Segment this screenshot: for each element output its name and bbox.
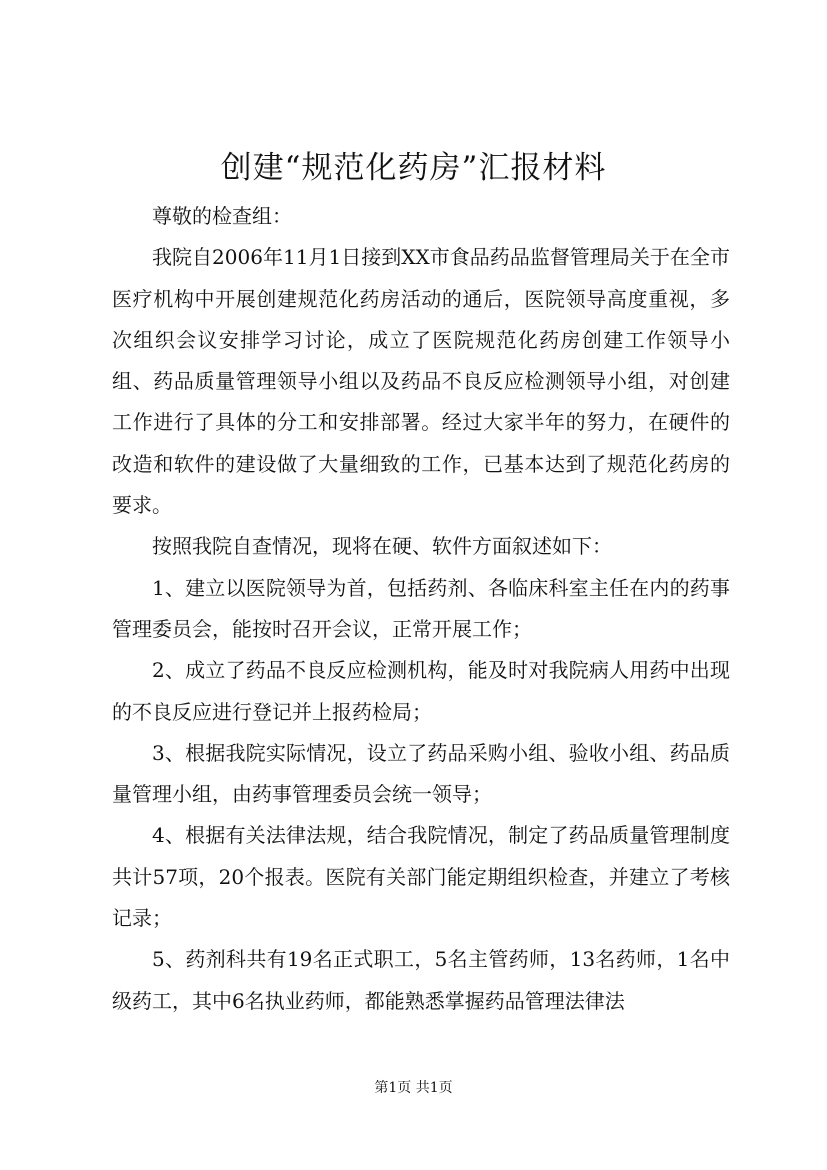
summary-paragraph: 按照我院自查情况，现将在硬、软件方面叙述如下： [152, 534, 612, 559]
item-paragraph-3: 3、根据我院实际情况，设立了药品采购小组、验收小组、药品质量管理小组，由药事管理委员会统一领导； [112, 740, 730, 807]
document-title: 创建“规范化药房”汇报材料 [220, 150, 607, 186]
document-body [112, 196, 730, 1022]
page-number: 第1页 共1页 [374, 1080, 453, 1096]
item-paragraph-5: 5、药剂科共有19名正式职工，5名主管药师，13名药师，1名中级药工，其中6名执业药师，都能熟悉掌握药品管理法律法 [112, 947, 730, 1013]
item-paragraph-4: 4、根据有关法律法规，结合我院情况，制定了药品质量管理制度共计57项，20个报表。医院有关部门能定期组织检查，并建立了考核记录； [112, 823, 730, 931]
item-paragraph-1: 1、建立以医院领导为首，包括药剂、各临床科室主任在内的药事管理委员会，能按时召开会议，正常开展工作； [112, 575, 730, 641]
intro-paragraph: 我院自2006年11月1日接到XX市食品药品监督管理局关于在全市医疗机构中开展创建规范化药房活动的通后，医院领导高度重视，多次组织会议安排学习讨论，成立了医院规范化药房创建工作领导小组、药品质量管理领导小组以及药品不良反应检测领导小组，对创建工作进行了具体的分工和安排部署。经过大家半年的努力，在硬件的改造和软件的建设做了大量细致的工作，已基本达到了规范化药房的要求。 [112, 245, 730, 518]
greeting-paragraph: 尊敬的检查组： [152, 204, 292, 228]
item-paragraph-2: 2、成立了药品不良反应检测机构，能及时对我院病人用药中出现的不良反应进行登记并上报药检局； [112, 658, 730, 724]
